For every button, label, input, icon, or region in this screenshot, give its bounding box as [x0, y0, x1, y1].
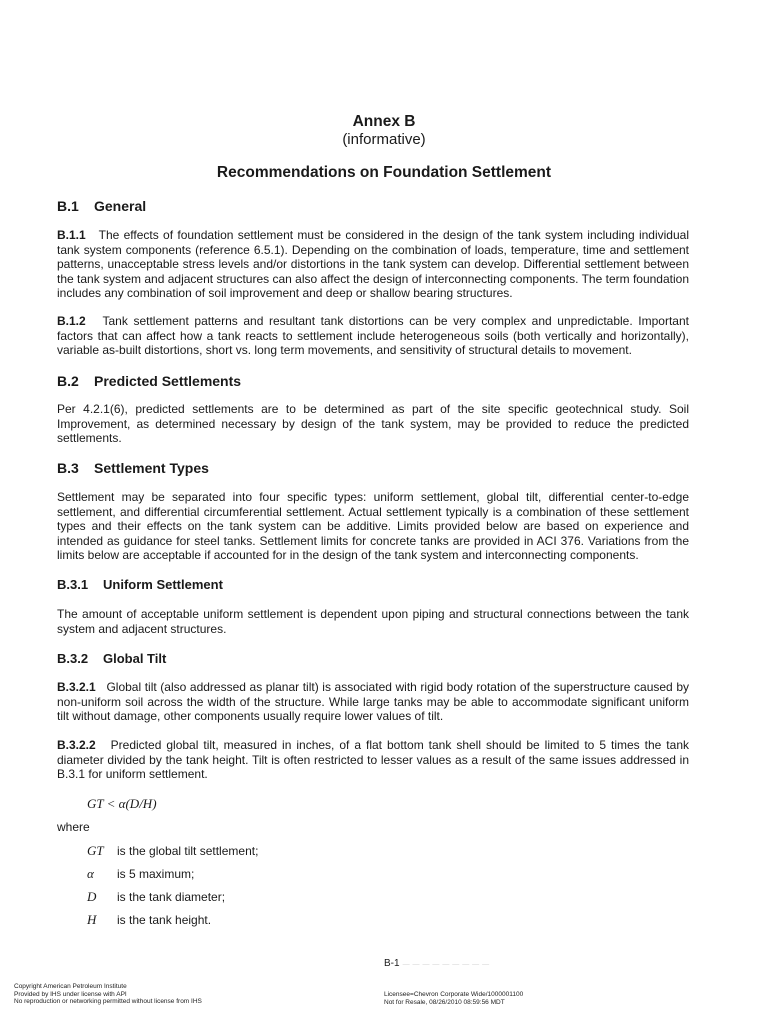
paragraph-b2: [57, 402, 689, 446]
paragraph-text: Predicted global tilt, measured in inches, of a flat bottom tank shell should be limited to 5 times the tank diameter divided by the tank height. Tilt is often restricted to lesser values as a result of the same issues addressed in B.3.1 for uniform settlement.: [57, 738, 689, 781]
page-number: [384, 958, 490, 969]
annex-title: Annex B: [352, 113, 416, 130]
definition-alpha: [87, 866, 194, 882]
section-title: General: [94, 198, 147, 214]
document-heading: Recommendations on Foundation Settlement: [216, 164, 552, 181]
footer-line: Licensee=Chevron Corporate Wide/1000001100: [384, 991, 524, 998]
section-heading-b1: [57, 198, 146, 214]
paragraph-text: The amount of acceptable uniform settlement is dependent upon piping and structural connections between the tank system and adjacent structures.: [57, 607, 689, 636]
definition-gt: [87, 843, 258, 859]
definition-text: is the global tilt settlement;: [117, 844, 259, 858]
paragraph-b3-1: [57, 607, 689, 636]
paragraph-b1-2: [57, 314, 689, 358]
paragraph-text: Per 4.2.1(6), predicted settlements are to be determined as part of the site specific geotechnical study. Soil Improvement, as determined necessary by design of the tank system, may be provided to reduce the predicted settlements.: [57, 402, 689, 445]
section-number: B.2: [57, 373, 79, 389]
definition-symbol: D: [87, 889, 97, 904]
definition-symbol: GT: [87, 843, 104, 858]
section-title: Uniform Settlement: [103, 577, 223, 592]
footer-line: Not for Resale, 08/26/2010 08:59:56 MDT: [384, 998, 505, 1006]
definition-d: [87, 889, 225, 905]
paragraph-text: Settlement may be separated into four specific types: uniform settlement, global tilt, differential center-to-edge settlement, and differential circumferential settlement. Actual settlement typically is a combination of these settlement types and their effects on the tank system can be additive. Limits provided below are based on experience and intended as guidance for steel tanks. Settlement limits for concrete tanks are provided in ACI 376. Variations from the limits below are acceptable if accounted for in the design of the tank system and interconnecting components.: [57, 490, 689, 562]
footer-line: No reproduction or networking permitted without license from IHS: [14, 998, 202, 1005]
definition-symbol: α: [87, 866, 94, 881]
section-number: B.3.1: [57, 577, 89, 592]
footer-line: Copyright American Petroleum Institute: [14, 983, 127, 990]
footer-left: [14, 983, 202, 1006]
section-title: Global Tilt: [103, 651, 167, 666]
definition-text: is the tank diameter;: [117, 890, 226, 904]
paragraph-text: The effects of foundation settlement must be considered in the design of the tank system including individual tank system components (reference 6.5.1). Depending on the combination of loads, temperature, time and settlement patterns, unacceptable stress levels and/or distortions in the tank system can develop. Differential settlement between the tank system and adjacent structures can also affect the design of interconnecting components. The term foundation includes any combination of soil improvement and deep or shallow bearing structures.: [57, 228, 689, 300]
clause-number: B.1.1: [57, 228, 86, 242]
paragraph-b3: [57, 490, 689, 563]
definition-text: is 5 maximum;: [117, 867, 195, 881]
paragraph-text: Tank settlement patterns and resultant tank distortions can be very complex and unpredictable. Important factors that can affect how a tank reacts to settlement include heterogeneous soils (both vertically and horizontally), variable as-built distortions, short vs. long term movements, and sensitivity of structural details to movement.: [57, 314, 689, 357]
section-heading-b3-2: [57, 651, 166, 666]
clause-number: B.1.2: [57, 314, 86, 328]
section-number: B.3.2: [57, 651, 89, 666]
paragraph-b1-1: [57, 228, 689, 301]
annex-subtitle: (informative): [342, 131, 426, 148]
footer-right: [384, 991, 523, 1006]
section-title: Predicted Settlements: [94, 373, 242, 389]
clause-number: B.3.2.1: [57, 680, 96, 694]
definition-text: is the tank height.: [117, 913, 212, 927]
definition-symbol: H: [87, 912, 97, 927]
definition-h: [87, 912, 211, 928]
section-heading-b3: [57, 460, 209, 476]
tilt-formula: GT < α(D/H): [87, 796, 157, 811]
paragraph-b3-2-2: [57, 738, 689, 782]
section-heading-b2: [57, 373, 241, 389]
section-number: B.1: [57, 198, 79, 214]
page-number-faint-text: — — — — — — — — —: [402, 961, 490, 968]
section-heading-b3-1: [57, 577, 223, 592]
section-title: Settlement Types: [94, 460, 209, 476]
clause-number: B.3.2.2: [57, 738, 96, 752]
page-number-text: B-1: [384, 958, 400, 969]
footer-line: Provided by IHS under license with API: [14, 990, 127, 998]
paragraph-text: Global tilt (also addressed as planar tilt) is associated with rigid body rotation of the superstructure caused by non-uniform soil across the width of the structure. While large tanks may be able to accommodate significant uniform tilt without damage, other components usually require lower values of tilt.: [57, 680, 689, 723]
section-number: B.3: [57, 460, 79, 476]
paragraph-b3-2-1: [57, 680, 689, 724]
where-label: where: [57, 820, 90, 834]
